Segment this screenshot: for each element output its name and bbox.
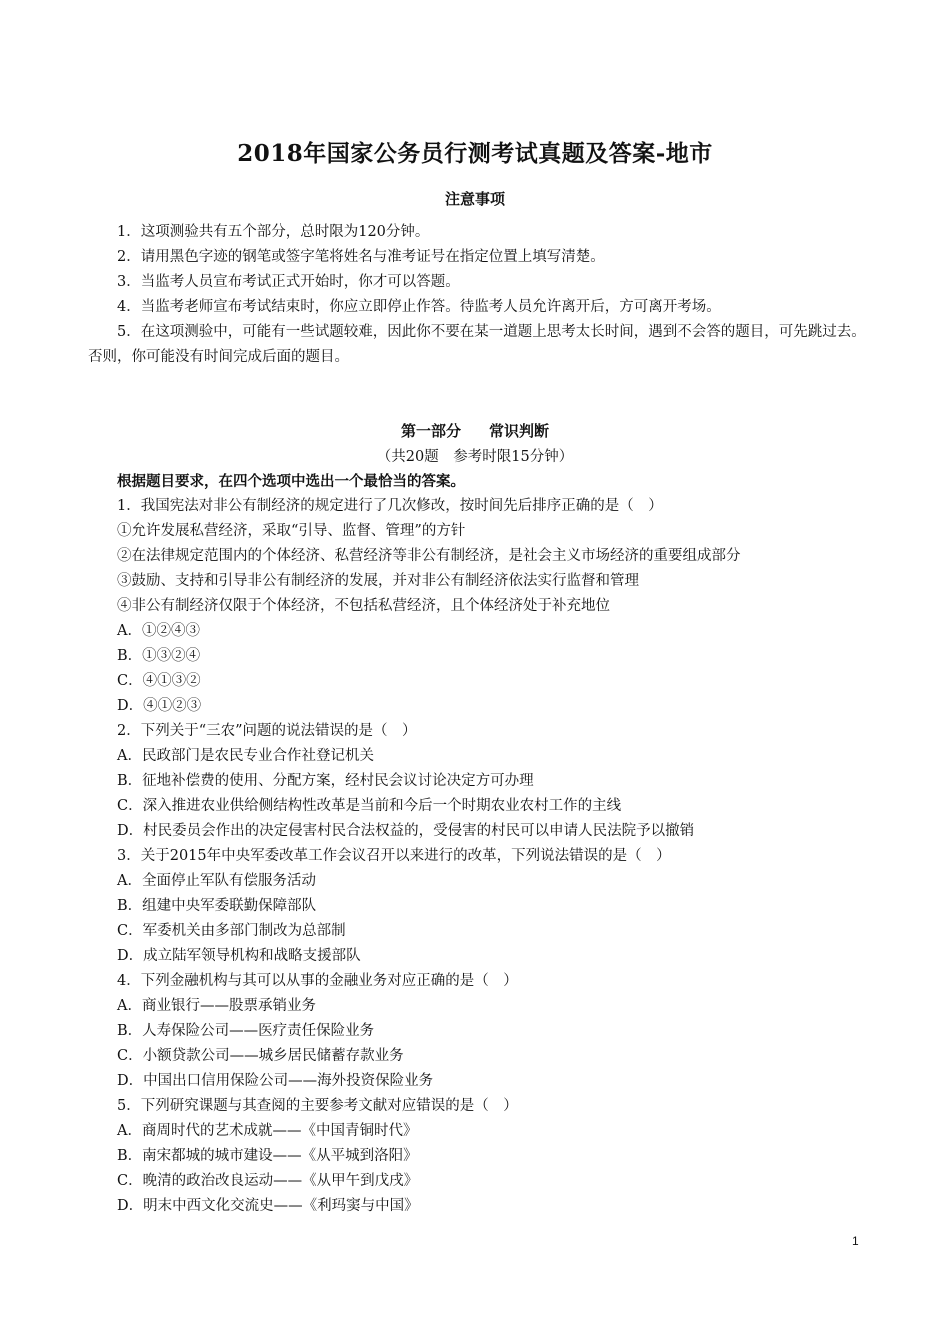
- question-line: D．村民委员会作出的决定侵害村民合法权益的，受侵害的村民可以申请人民法院予以撤销: [117, 823, 695, 839]
- question-line: 1．我国宪法对非公有制经济的规定进行了几次修改，按时间先后排序正确的是（ ）: [117, 498, 663, 514]
- section-name: 常识判断: [489, 422, 550, 440]
- question-line: ②在法律规定范围内的个体经济、私营经济等非公有制经济，是社会主义市场经济的重要组成部分: [117, 548, 741, 564]
- question-line: 2．下列关于“三农”问题的说法错误的是（ ）: [117, 723, 417, 739]
- question-line: D．中国出口信用保险公司——海外投资保险业务: [117, 1073, 434, 1089]
- question-line: A．①②④③: [117, 623, 200, 639]
- notice-item: 3．当监考人员宣布考试正式开始时，你才可以答题。: [117, 274, 460, 290]
- question-line: D．明末中西文化交流史——《利玛窦与中国》: [117, 1198, 419, 1214]
- question-line: B．组建中央军委联勤保障部队: [117, 898, 317, 914]
- notice-list: [88, 220, 868, 370]
- question-line: A．全面停止军队有偿服务活动: [117, 873, 316, 889]
- notice-item: 4．当监考老师宣布考试结束时，你应立即停止作答。待监考人员允许离开后，方可离开考场。: [117, 299, 721, 315]
- question-line: 4．下列金融机构与其可以从事的金融业务对应正确的是（ ）: [117, 973, 518, 989]
- section-instruction: 根据题目要求，在四个选项中选出一个最恰当的答案。: [117, 473, 465, 490]
- page-number: 1: [852, 1234, 859, 1248]
- section-heading: [0, 420, 950, 441]
- question-line: A．商业银行——股票承销业务: [117, 998, 316, 1014]
- section-part: 第一部分: [400, 422, 461, 440]
- notice-item: 2．请用黑色字迹的钢笔或签字笔将姓名与准考证号在指定位置上填写清楚。: [117, 249, 605, 265]
- question-line: C．小额贷款公司——城乡居民储蓄存款业务: [117, 1048, 404, 1064]
- question-line: B．南宋都城的城市建设——《从平城到洛阳》: [117, 1148, 418, 1164]
- notice-item: 1．这项测验共有五个部分，总时限为120分钟。: [117, 224, 430, 240]
- question-line: D．成立陆军领导机构和战略支援部队: [117, 948, 361, 964]
- section-subtitle: （共20题 参考时限15分钟）: [376, 449, 574, 465]
- question-line: C．深入推进农业供给侧结构性改革是当前和今后一个时期农业农村工作的主线: [117, 798, 622, 814]
- question-line: A．商周时代的艺术成就——《中国青铜时代》: [117, 1123, 418, 1139]
- notice-item: 5．在这项测验中，可能有一些试题较难，因此你不要在某一道题上思考太长时间，遇到不会答的题目，可先跳过去。否则，你可能没有时间完成后面的题目。: [88, 324, 866, 365]
- question-line: 5．下列研究课题与其查阅的主要参考文献对应错误的是（ ）: [117, 1098, 518, 1114]
- question-body: [117, 469, 877, 1219]
- document-title: 2018年国家公务员行测考试真题及答案-地市: [237, 140, 713, 167]
- question-line: ①允许发展私营经济，采取“引导、监督、管理”的方针: [117, 523, 466, 539]
- question-line: 3．关于2015年中央军委改革工作会议召开以来进行的改革，下列说法错误的是（ ）: [117, 848, 671, 864]
- question-line: C．晚清的政治改良运动——《从甲午到戊戌》: [117, 1173, 419, 1189]
- question-line: ④非公有制经济仅限于个体经济，不包括私营经济，且个体经济处于补充地位: [117, 598, 610, 614]
- question-line: B．征地补偿费的使用、分配方案，经村民会议讨论决定方可办理: [117, 773, 534, 789]
- question-line: B．人寿保险公司——医疗责任保险业务: [117, 1023, 375, 1039]
- question-line: ③鼓励、支持和引导非公有制经济的发展，并对非公有制经济依法实行监督和管理: [117, 573, 639, 589]
- question-line: C．④①③②: [117, 673, 201, 689]
- question-line: B．①③②④: [117, 648, 201, 664]
- question-line: A．民政部门是农民专业合作社登记机关: [117, 748, 374, 764]
- question-line: D．④①②③: [117, 698, 202, 714]
- notice-heading: 注意事项: [444, 190, 505, 208]
- question-line: C．军委机关由多部门制改为总部制: [117, 923, 346, 939]
